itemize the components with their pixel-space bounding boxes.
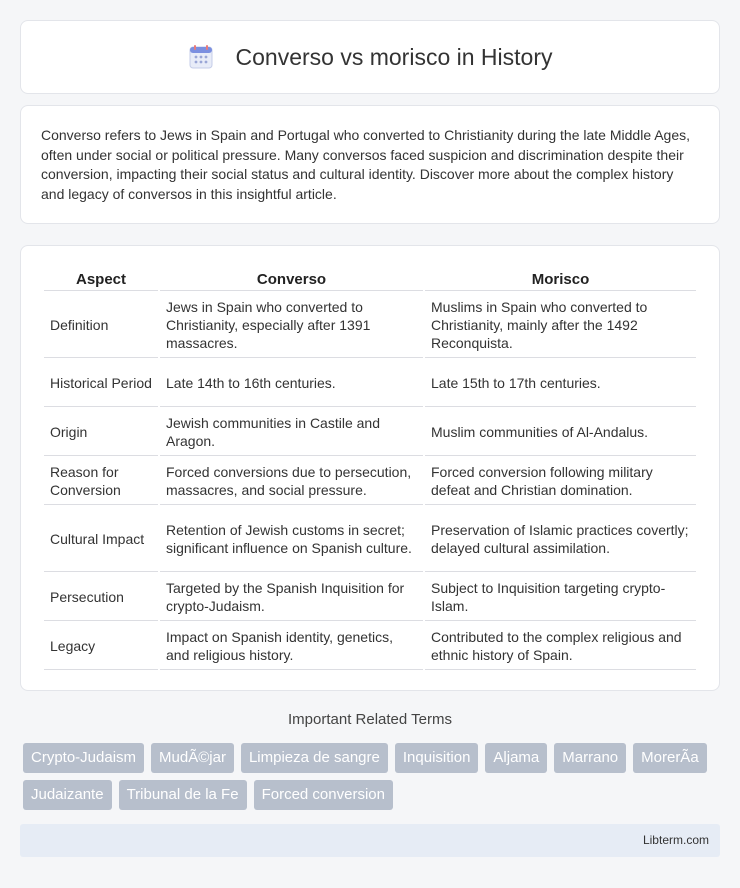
morisco-cell: Preservation of Islamic practices covertly; delayed cultural assimilation.	[425, 507, 696, 572]
footer	[20, 824, 720, 857]
aspect-cell: Legacy	[44, 623, 158, 670]
aspect-cell: Persecution	[44, 574, 158, 621]
morisco-cell: Muslims in Spain who converted to Christianity, mainly after the 1492 Reconquista.	[425, 293, 696, 358]
aspect-cell: Cultural Impact	[44, 507, 158, 572]
column-header-aspect: Aspect	[44, 268, 158, 291]
related-term-tag[interactable]: MudÃ©jar	[151, 743, 234, 773]
related-term-tag[interactable]: Marrano	[554, 743, 626, 773]
related-term-tag[interactable]: Inquisition	[395, 743, 479, 773]
related-term-tag[interactable]: Crypto-Judaism	[23, 743, 144, 773]
column-header-converso: Converso	[160, 268, 423, 291]
table-row	[44, 360, 696, 407]
morisco-cell: Muslim communities of Al-Andalus.	[425, 409, 696, 456]
aspect-cell: Reason for Conversion	[44, 458, 158, 505]
converso-cell: Impact on Spanish identity, genetics, and religious history.	[160, 623, 423, 670]
calendar-icon	[188, 44, 214, 70]
morisco-cell: Contributed to the complex religious and ethnic history of Spain.	[425, 623, 696, 670]
aspect-cell: Historical Period	[44, 360, 158, 407]
table-row	[44, 409, 696, 456]
comparison-table	[42, 266, 698, 672]
intro-text: Converso refers to Jews in Spain and Portugal who converted to Christianity during the late Middle Ages, often under social or political pressure. Many conversos faced suspicion and discrimination despite their conversion, impacting their social status and cultural identity. Discover more about the complex history and legacy of conversos in this insightful article.	[41, 127, 691, 202]
related-terms-list	[23, 743, 723, 810]
converso-cell: Targeted by the Spanish Inquisition for crypto-Judaism.	[160, 574, 423, 621]
page-title: Converso vs morisco in History	[235, 43, 553, 70]
table-row	[44, 458, 696, 505]
footer-site-link[interactable]: Libterm.com	[642, 833, 709, 847]
related-term-tag[interactable]: Forced conversion	[254, 780, 393, 810]
aspect-cell: Definition	[44, 293, 158, 358]
related-term-tag[interactable]: Limpieza de sangre	[241, 743, 388, 773]
table-header-row	[44, 268, 696, 291]
morisco-cell: Forced conversion following military defeat and Christian domination.	[425, 458, 696, 505]
morisco-cell: Late 15th to 17th centuries.	[425, 360, 696, 407]
related-term-tag[interactable]: Aljama	[485, 743, 547, 773]
related-terms-title: Important Related Terms	[288, 711, 452, 728]
table-row	[44, 293, 696, 358]
intro-card	[20, 105, 720, 224]
converso-cell: Jewish communities in Castile and Aragon.	[160, 409, 423, 456]
column-header-morisco: Morisco	[425, 268, 696, 291]
aspect-cell: Origin	[44, 409, 158, 456]
table-row	[44, 507, 696, 572]
morisco-cell: Subject to Inquisition targeting crypto-Islam.	[425, 574, 696, 621]
related-term-tag[interactable]: MorerÃa	[633, 743, 707, 773]
converso-cell: Late 14th to 16th centuries.	[160, 360, 423, 407]
related-term-tag[interactable]: Judaizante	[23, 780, 112, 810]
table-row	[44, 623, 696, 670]
table-row	[44, 574, 696, 621]
converso-cell: Forced conversions due to persecution, massacres, and social pressure.	[160, 458, 423, 505]
converso-cell: Retention of Jewish customs in secret; significant influence on Spanish culture.	[160, 507, 423, 572]
related-term-tag[interactable]: Tribunal de la Fe	[119, 780, 247, 810]
comparison-table-card	[20, 245, 720, 691]
converso-cell: Jews in Spain who converted to Christianity, especially after 1391 massacres.	[160, 293, 423, 358]
header-card	[20, 20, 720, 94]
